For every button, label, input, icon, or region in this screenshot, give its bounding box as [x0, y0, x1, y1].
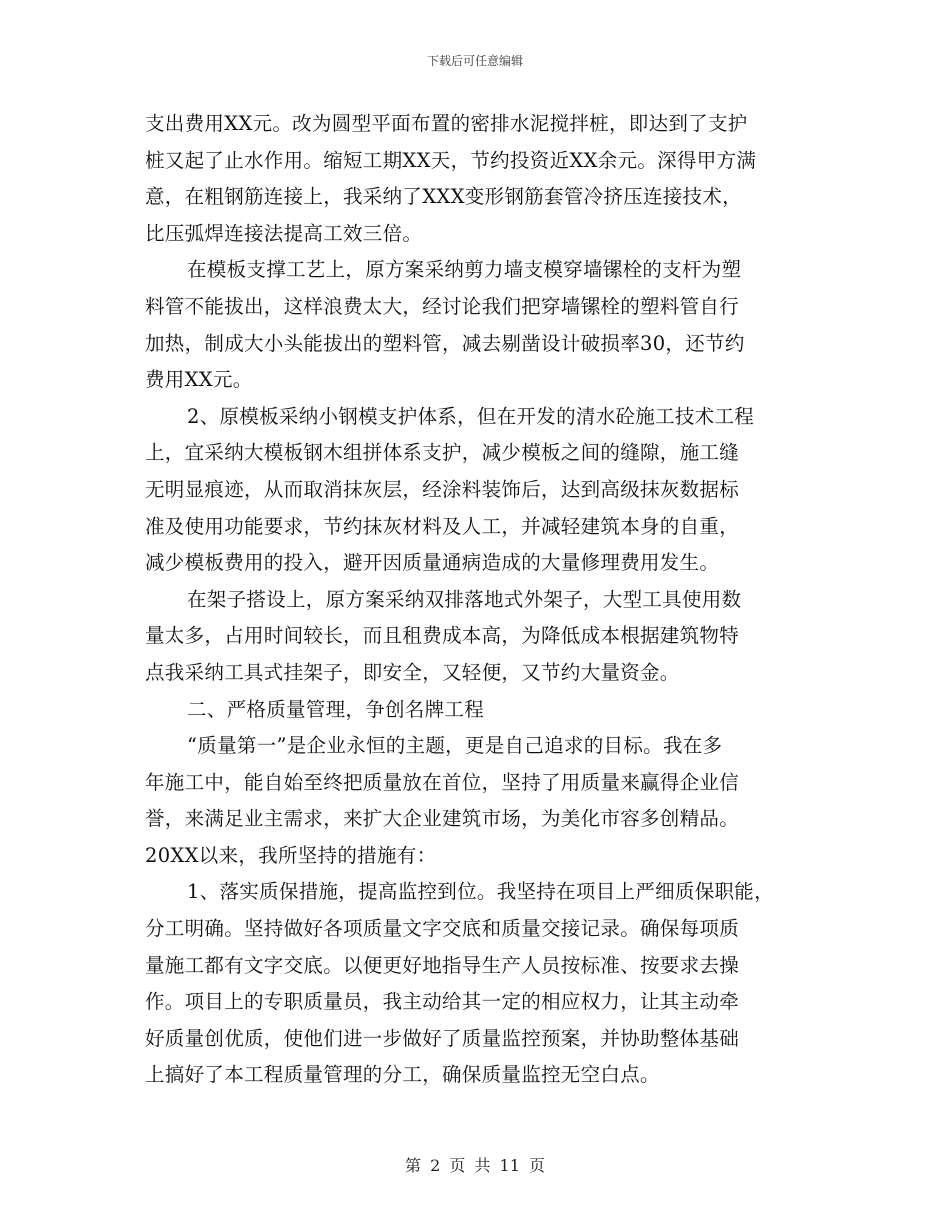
text-line: 在架子搭设上，原方案采纳双排落地式外架子，大型工具使用数 — [187, 587, 742, 611]
text-line: 誉，来满足业主需求，来扩大企业建筑市场，为美化市容多创精品。 — [145, 807, 740, 831]
text-line: 量施工都有文字交底。以便更好地指导生产人员按标准、按要求去操 — [145, 953, 740, 977]
text-line: 支出费用XX元。改为圆型平面布置的密排水泥搅拌桩，即达到了支护 — [145, 112, 748, 135]
text-line: “质量第一”是企业永恒的主题，更是自己追求的目标。我在多 — [187, 734, 723, 758]
text-line: 料管不能拔出，这样浪费太大，经讨论我们把穿墙镙栓的塑料管自行 — [145, 294, 740, 318]
text-line: 意，在粗钢筋连接上，我采纳了XXX变形钢筋套管冷挤压连接技术， — [145, 185, 742, 209]
text-line: 桩又起了止水作用。缩短工期XX天，节约投资近XX余元。深得甲方满 — [145, 148, 757, 172]
text-line: 减少模板费用的投入，避开因质量通病造成的大量修理费用发生。 — [145, 551, 720, 575]
text-line: 上搞好了本工程质量管理的分工，确保质量监控无空白点。 — [145, 1063, 660, 1087]
text-line: 在模板支撑工艺上，原方案采纳剪力墙支模穿墙镙栓的支杆为塑 — [187, 258, 742, 282]
text-line: 作。项目上的专职质量员，我主动给其一定的相应权力，让其主动牵 — [145, 990, 740, 1014]
text-line: 好质量创优质，使他们进一步做好了质量监控预案，并协助整体基础 — [145, 1026, 740, 1050]
text-line: 比压弧焊连接法提高工效三倍。 — [145, 221, 423, 245]
page-header-note: 下载后可任意编辑 — [426, 54, 523, 68]
text-line: 量太多，占用时间较长，而且租费成本高，为降低成本根据建筑物特 — [145, 624, 740, 648]
document-body — [145, 106, 825, 1094]
text-line: 费用XX元。 — [145, 368, 253, 392]
text-line: 点我采纳工具式挂架子，即安全，又轻便，又节约大量资金。 — [145, 660, 680, 684]
page-number: 第 2 页 共 11 页 — [405, 1156, 545, 1175]
text-line: 2、原模板采纳小钢模支护体系，但在开发的清水砼施工技术工程 — [187, 404, 755, 428]
text-line: 无明显痕迹，从而取消抹灰层，经涂料装饰后，达到高级抹灰数据标 — [145, 477, 740, 501]
text-line: 年施工中，能自始至终把质量放在首位，坚持了用质量来赢得企业信 — [145, 770, 740, 794]
text-line: 加热，制成大小头能拔出的塑料管，减去剔凿设计破损率30，还节约 — [145, 331, 745, 355]
text-line: 准及使用功能要求，节约抹灰材料及人工，并减轻建筑本身的自重， — [145, 514, 740, 538]
text-line: 上，宜采纳大模板钢木组拼体系支护，减少模板之间的缝隙，施工缝 — [145, 441, 740, 465]
text-line: 20XX以来，我所坚持的措施有： — [145, 843, 437, 867]
text-line: 分工明确。坚持做好各项质量文字交底和质量交接记录。确保每项质 — [145, 917, 740, 941]
text-line: 1、落实质保措施，提高监控到位。我坚持在项目上严细质保职能， — [187, 880, 774, 904]
text-line: 二、严格质量管理，争创名牌工程 — [187, 697, 485, 721]
